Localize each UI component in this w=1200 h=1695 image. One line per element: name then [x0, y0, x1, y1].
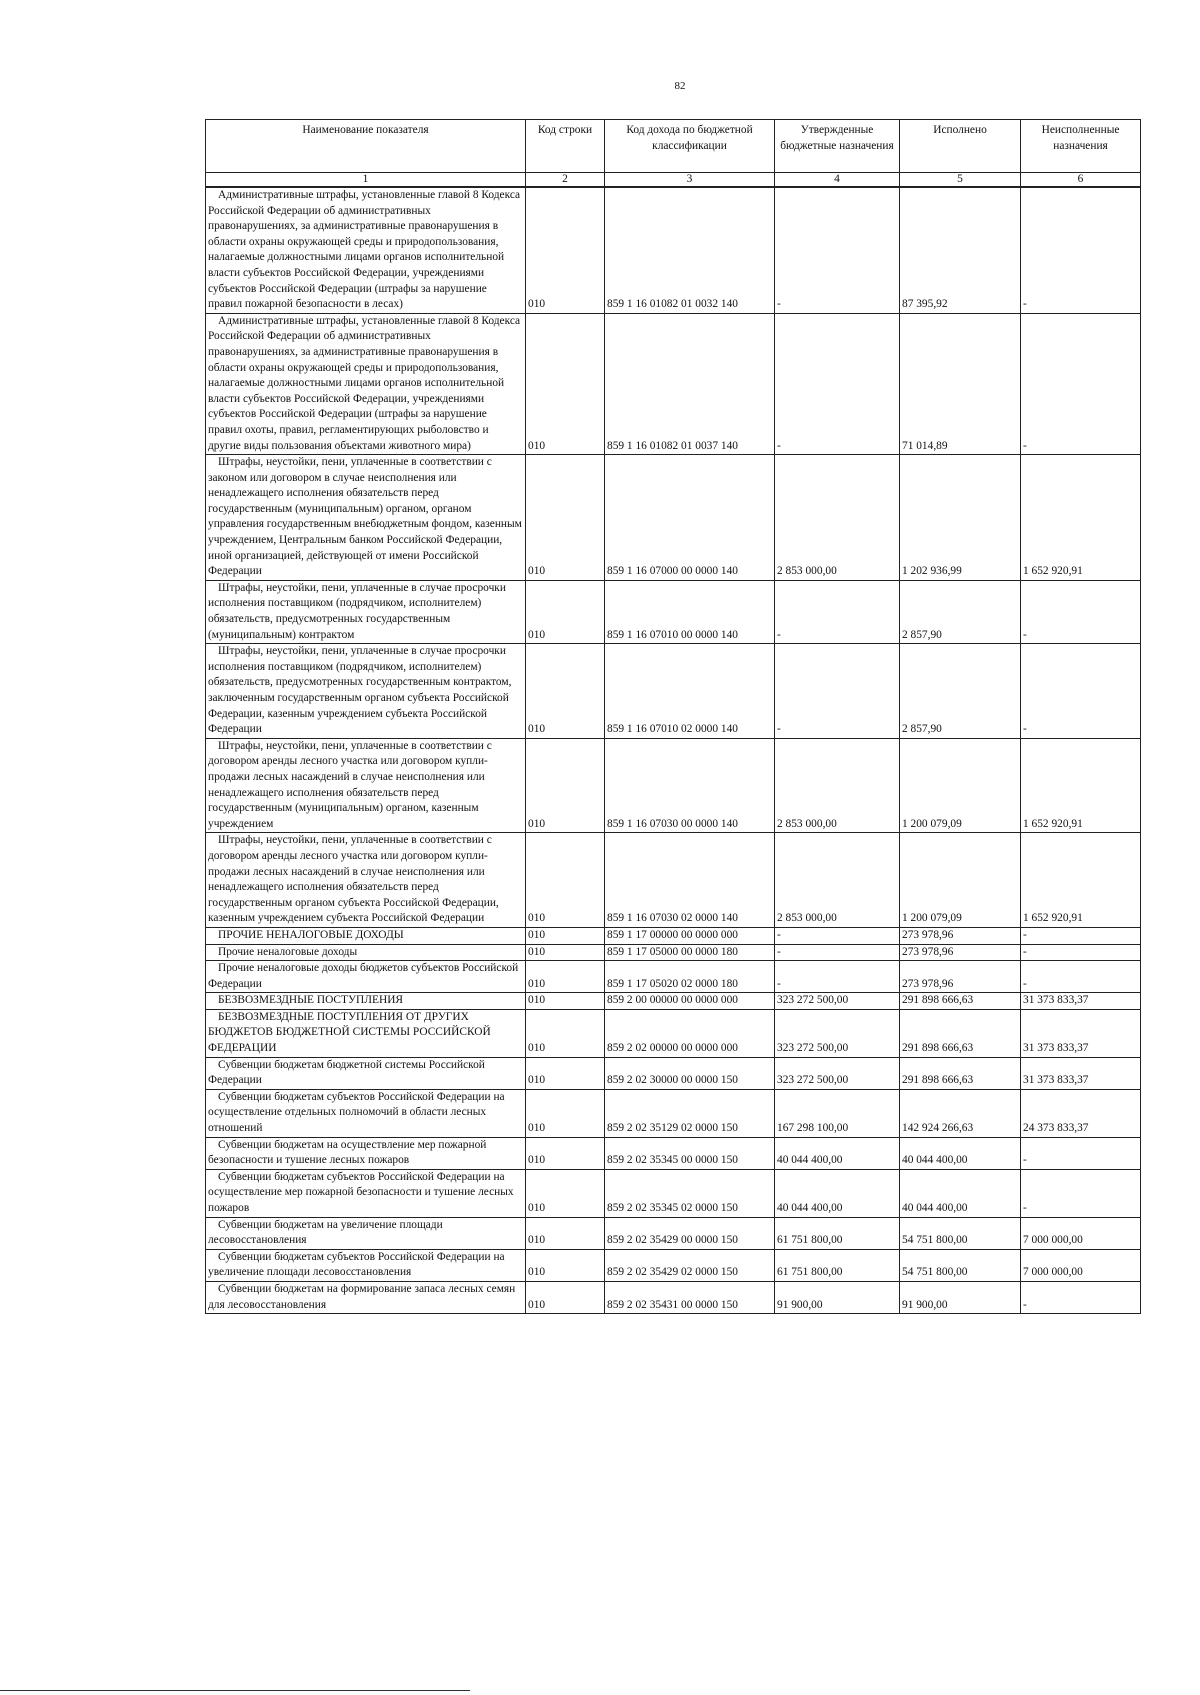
header-executed: Исполнено — [900, 120, 1021, 173]
row-approved: 40 044 400,00 — [775, 1137, 900, 1169]
row-line-code: 010 — [526, 993, 605, 1010]
row-approved: 2 853 000,00 — [775, 455, 900, 581]
row-unexecuted: - — [1021, 961, 1141, 993]
row-name: Штрафы, неустойки, пени, уплаченные в соответствии с договором аренды лесного участка или договором купли-продажи лесных насаждений в случае неисполнения или ненадлежащего исполнения обязательств перед государственным (муниципальным) органом, казенным учреждением — [206, 738, 526, 833]
table-row — [206, 927, 1141, 944]
row-name: ПРОЧИЕ НЕНАЛОГОВЫЕ ДОХОДЫ — [206, 927, 526, 944]
row-unexecuted: 7 000 000,00 — [1021, 1217, 1141, 1249]
column-number: 4 — [775, 173, 900, 188]
table-row — [206, 961, 1141, 993]
row-name: Штрафы, неустойки, пени, уплаченные в случае просрочки исполнения поставщиком (подрядчиком, исполнителем) обязательств, предусмотренных государственным контрактом, заключенным государственным органом субъекта Российской Федерации, казенным учреждением субъекта Российской Федерации — [206, 644, 526, 739]
table-row — [206, 1057, 1141, 1089]
row-approved: - — [775, 927, 900, 944]
table-row — [206, 1281, 1141, 1313]
row-income-code: 859 1 16 01082 01 0037 140 — [605, 313, 775, 454]
column-number: 3 — [605, 173, 775, 188]
row-income-code: 859 1 16 07010 02 0000 140 — [605, 644, 775, 739]
row-income-code: 859 2 02 35429 02 0000 150 — [605, 1249, 775, 1281]
row-executed: 2 857,90 — [900, 580, 1021, 643]
row-name: Штрафы, неустойки, пени, уплаченные в соответствии с законом или договором в случае неисполнения или ненадлежащего исполнения обязательств перед государственным (муниципальным) органом, органом управления государственным внебюджетным фондом, казенным учреждением, Центральным банком Российской Федерации, иной организацией, действующей от имени Российской Федерации — [206, 455, 526, 581]
table-header-row — [206, 120, 1141, 173]
row-name: БЕЗВОЗМЕЗДНЫЕ ПОСТУПЛЕНИЯ — [206, 993, 526, 1010]
row-name: Штрафы, неустойки, пени, уплаченные в случае просрочки исполнения поставщиком (подрядчиком, исполнителем) обязательств, предусмотренных государственным (муниципальным) контрактом — [206, 580, 526, 643]
row-executed: 40 044 400,00 — [900, 1137, 1021, 1169]
row-income-code: 859 1 16 07010 00 0000 140 — [605, 580, 775, 643]
row-approved: 2 853 000,00 — [775, 738, 900, 833]
row-line-code: 010 — [526, 961, 605, 993]
header-income-code: Код дохода по бюджетной классификации — [605, 120, 775, 173]
row-name: Штрафы, неустойки, пени, уплаченные в соответствии с договором аренды лесного участка или договором купли-продажи лесных насаждений в случае неисполнения или ненадлежащего исполнения обязательств перед государственным органом субъекта Российской Федерации, казенным учреждением субъекта Российской Федерации — [206, 833, 526, 928]
row-line-code: 010 — [526, 455, 605, 581]
table-row — [206, 313, 1141, 454]
row-executed: 54 751 800,00 — [900, 1249, 1021, 1281]
row-executed: 54 751 800,00 — [900, 1217, 1021, 1249]
row-name: Субвенции бюджетам на формирование запаса лесных семян для лесовосстановления — [206, 1281, 526, 1313]
header-line-code: Код строки — [526, 120, 605, 173]
column-number: 6 — [1021, 173, 1141, 188]
row-name: Субвенции бюджетам субъектов Российской Федерации на увеличение площади лесовосстановления — [206, 1249, 526, 1281]
row-executed: 40 044 400,00 — [900, 1169, 1021, 1217]
row-unexecuted: - — [1021, 1169, 1141, 1217]
table-row — [206, 833, 1141, 928]
row-unexecuted: - — [1021, 313, 1141, 454]
row-income-code: 859 1 17 00000 00 0000 000 — [605, 927, 775, 944]
row-name: Субвенции бюджетам субъектов Российской Федерации на осуществление отдельных полномочий в области лесных отношений — [206, 1089, 526, 1137]
table-row — [206, 1249, 1141, 1281]
budget-execution-table — [205, 119, 1141, 1314]
row-income-code: 859 1 16 07030 00 0000 140 — [605, 738, 775, 833]
row-income-code: 859 2 00 00000 00 0000 000 — [605, 993, 775, 1010]
row-name: Прочие неналоговые доходы — [206, 944, 526, 961]
row-executed: 71 014,89 — [900, 313, 1021, 454]
row-approved: 61 751 800,00 — [775, 1249, 900, 1281]
row-income-code: 859 1 16 07000 00 0000 140 — [605, 455, 775, 581]
row-approved: - — [775, 187, 900, 313]
row-line-code: 010 — [526, 644, 605, 739]
row-name: Субвенции бюджетам бюджетной системы Российской Федерации — [206, 1057, 526, 1089]
row-approved: - — [775, 961, 900, 993]
row-executed: 291 898 666,63 — [900, 1009, 1021, 1057]
table-row — [206, 1217, 1141, 1249]
row-name: Субвенции бюджетам на увеличение площади лесовосстановления — [206, 1217, 526, 1249]
row-income-code: 859 2 02 35129 02 0000 150 — [605, 1089, 775, 1137]
row-income-code: 859 1 17 05020 02 0000 180 — [605, 961, 775, 993]
row-executed: 291 898 666,63 — [900, 993, 1021, 1010]
row-executed: 142 924 266,63 — [900, 1089, 1021, 1137]
row-approved: 40 044 400,00 — [775, 1169, 900, 1217]
row-income-code: 859 2 02 35431 00 0000 150 — [605, 1281, 775, 1313]
row-unexecuted: - — [1021, 1281, 1141, 1313]
row-approved: - — [775, 644, 900, 739]
table-row — [206, 1009, 1141, 1057]
header-indicator-name: Наименование показателя — [206, 120, 526, 173]
row-line-code: 010 — [526, 580, 605, 643]
row-line-code: 010 — [526, 1249, 605, 1281]
row-unexecuted: 24 373 833,37 — [1021, 1089, 1141, 1137]
row-executed: 87 395,92 — [900, 187, 1021, 313]
table-row — [206, 944, 1141, 961]
table-row — [206, 1169, 1141, 1217]
row-approved: 61 751 800,00 — [775, 1217, 900, 1249]
row-line-code: 010 — [526, 1057, 605, 1089]
row-executed: 1 200 079,09 — [900, 738, 1021, 833]
row-line-code: 010 — [526, 313, 605, 454]
column-number: 5 — [900, 173, 1021, 188]
row-approved: 2 853 000,00 — [775, 833, 900, 928]
row-income-code: 859 2 02 35345 00 0000 150 — [605, 1137, 775, 1169]
row-line-code: 010 — [526, 1169, 605, 1217]
row-line-code: 010 — [526, 833, 605, 928]
row-name: Административные штрафы, установленные главой 8 Кодекса Российской Федерации об административных правонарушениях, за административные правонарушения в области охраны окружающей среды и природопользования, налагаемые должностными лицами органов исполнительной власти субъектов Российской Федерации, учреждениями субъектов Российской Федерации (штрафы за нарушение правил пожарной безопасности в лесах) — [206, 187, 526, 313]
row-income-code: 859 2 02 35429 00 0000 150 — [605, 1217, 775, 1249]
row-unexecuted: - — [1021, 580, 1141, 643]
row-approved: 323 272 500,00 — [775, 1009, 900, 1057]
row-approved: 323 272 500,00 — [775, 1057, 900, 1089]
page-bottom-rule — [0, 1690, 470, 1691]
row-executed: 2 857,90 — [900, 644, 1021, 739]
row-income-code: 859 2 02 30000 00 0000 150 — [605, 1057, 775, 1089]
column-numbers-row — [206, 173, 1141, 188]
row-income-code: 859 2 02 00000 00 0000 000 — [605, 1009, 775, 1057]
row-unexecuted: 31 373 833,37 — [1021, 1009, 1141, 1057]
row-unexecuted: 1 652 920,91 — [1021, 738, 1141, 833]
row-name: Административные штрафы, установленные главой 8 Кодекса Российской Федерации об административных правонарушениях, за административные правонарушения в области охраны окружающей среды и природопользования, налагаемые должностными лицами органов исполнительной власти субъектов Российской Федерации, учреждениями субъектов Российской Федерации (штрафы за нарушение правил охоты, правил, регламентирующих рыболовство и другие виды пользования объектами животного мира) — [206, 313, 526, 454]
row-line-code: 010 — [526, 944, 605, 961]
table-row — [206, 738, 1141, 833]
row-name: БЕЗВОЗМЕЗДНЫЕ ПОСТУПЛЕНИЯ ОТ ДРУГИХ БЮДЖЕТОВ БЮДЖЕТНОЙ СИСТЕМЫ РОССИЙСКОЙ ФЕДЕРАЦИИ — [206, 1009, 526, 1057]
table-row — [206, 580, 1141, 643]
row-name: Субвенции бюджетам на осуществление мер пожарной безопасности и тушение лесных пожаров — [206, 1137, 526, 1169]
table-row — [206, 993, 1141, 1010]
table-row — [206, 455, 1141, 581]
row-unexecuted: 1 652 920,91 — [1021, 455, 1141, 581]
table-row — [206, 187, 1141, 313]
row-unexecuted: - — [1021, 187, 1141, 313]
row-executed: 91 900,00 — [900, 1281, 1021, 1313]
row-approved: 323 272 500,00 — [775, 993, 900, 1010]
row-income-code: 859 1 16 01082 01 0032 140 — [605, 187, 775, 313]
row-income-code: 859 1 17 05000 00 0000 180 — [605, 944, 775, 961]
column-number: 2 — [526, 173, 605, 188]
row-name: Прочие неналоговые доходы бюджетов субъектов Российской Федерации — [206, 961, 526, 993]
row-line-code: 010 — [526, 927, 605, 944]
row-unexecuted: - — [1021, 927, 1141, 944]
row-unexecuted: - — [1021, 944, 1141, 961]
page-number: 82 — [674, 80, 686, 92]
row-line-code: 010 — [526, 1089, 605, 1137]
row-line-code: 010 — [526, 1009, 605, 1057]
row-unexecuted: 31 373 833,37 — [1021, 1057, 1141, 1089]
row-executed: 273 978,96 — [900, 961, 1021, 993]
table-row — [206, 1137, 1141, 1169]
row-line-code: 010 — [526, 1217, 605, 1249]
table-row — [206, 644, 1141, 739]
row-approved: - — [775, 580, 900, 643]
row-line-code: 010 — [526, 1137, 605, 1169]
row-unexecuted: 1 652 920,91 — [1021, 833, 1141, 928]
row-line-code: 010 — [526, 738, 605, 833]
row-name: Субвенции бюджетам субъектов Российской Федерации на осуществление мер пожарной безопасности и тушение лесных пожаров — [206, 1169, 526, 1217]
column-number: 1 — [206, 173, 526, 188]
row-approved: 91 900,00 — [775, 1281, 900, 1313]
row-executed: 273 978,96 — [900, 927, 1021, 944]
row-unexecuted: 7 000 000,00 — [1021, 1249, 1141, 1281]
row-approved: - — [775, 313, 900, 454]
row-unexecuted: - — [1021, 644, 1141, 739]
row-approved: - — [775, 944, 900, 961]
row-executed: 273 978,96 — [900, 944, 1021, 961]
row-approved: 167 298 100,00 — [775, 1089, 900, 1137]
table-body — [206, 187, 1141, 1314]
row-executed: 1 200 079,09 — [900, 833, 1021, 928]
row-line-code: 010 — [526, 187, 605, 313]
header-approved: Утвержденные бюджетные назначения — [775, 120, 900, 173]
table-row — [206, 1089, 1141, 1137]
row-unexecuted: 31 373 833,37 — [1021, 993, 1141, 1010]
row-income-code: 859 1 16 07030 02 0000 140 — [605, 833, 775, 928]
row-line-code: 010 — [526, 1281, 605, 1313]
header-unexecuted: Неисполненные назначения — [1021, 120, 1141, 173]
row-income-code: 859 2 02 35345 02 0000 150 — [605, 1169, 775, 1217]
row-executed: 1 202 936,99 — [900, 455, 1021, 581]
row-executed: 291 898 666,63 — [900, 1057, 1021, 1089]
row-unexecuted: - — [1021, 1137, 1141, 1169]
